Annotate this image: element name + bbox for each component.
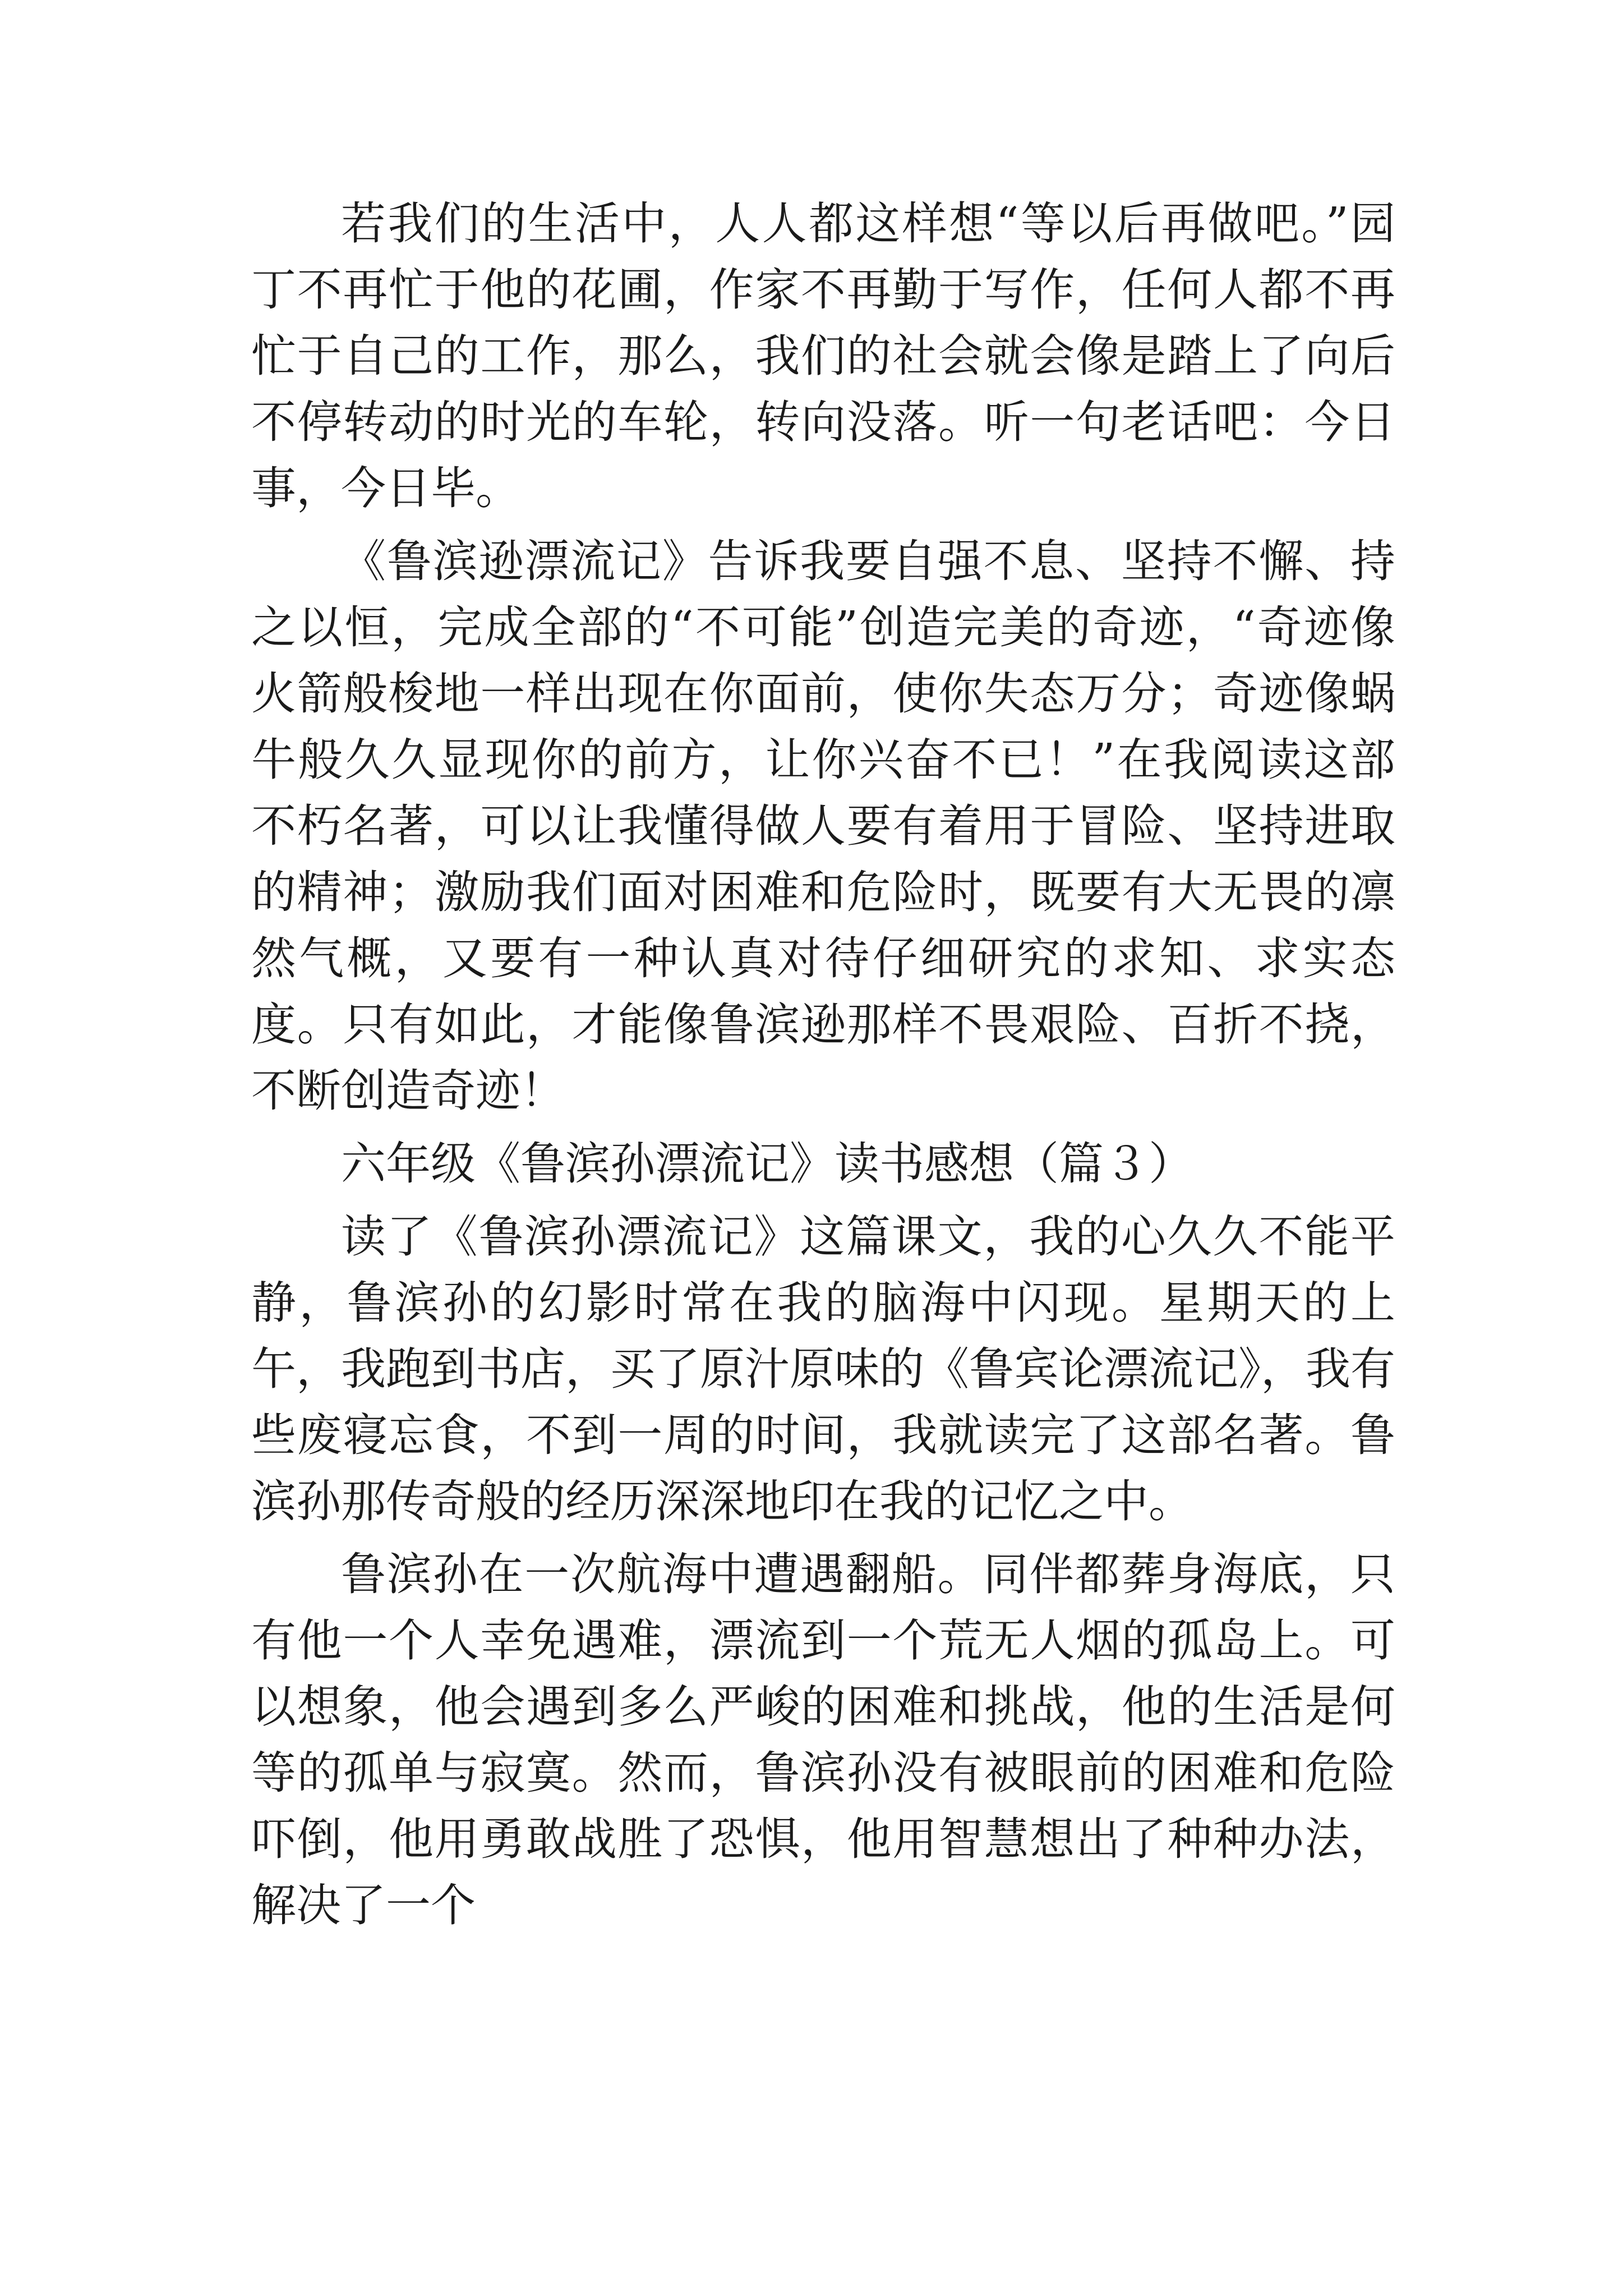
document-body	[251, 191, 1395, 1945]
paragraph-1: 若我们的生活中，人人都这样想“等以后再做吧。”园丁不再忙于他的花圃，作家不再勤于写作，任何人都不再忙于自己的工作，那么，我们的社会就会像是踏上了向后不停转动的时光的车轮，转向没落。听一句老话吧：今日事，今日毕。	[251, 197, 1395, 514]
section-heading: 六年级《鲁滨孙漂流记》读书感想（篇３）	[341, 1138, 1193, 1190]
paragraph-3: 读了《鲁滨孙漂流记》这篇课文，我的心久久不能平静，鲁滨孙的幻影时常在我的脑海中闪现。星期天的上午，我跑到书店，买了原汁原味的《鲁宾论漂流记》，我有些废寝忘食，不到一周的时间，我就读完了这部名著。鲁滨孙那传奇般的经历深深地印在我的记忆之中。	[251, 1211, 1395, 1527]
paragraph-4: 鲁滨孙在一次航海中遭遇翻船。同伴都葬身海底，只有他一个人幸免遇难，漂流到一个荒无人烟的孤岛上。可以想象，他会遇到多么严峻的困难和挑战，他的生活是何等的孤单与寂寞。然而，鲁滨孙没有被眼前的困难和危险吓倒，他用勇敢战胜了恐惧，他用智慧想出了种种办法，解决了一个	[251, 1548, 1395, 1931]
paragraph-2: 《鲁滨逊漂流记》告诉我要自强不息、坚持不懈、持之以恒，完成全部的“不可能”创造完美的奇迹，“奇迹像火箭般梭地一样出现在你面前，使你失态万分；奇迹像蜗牛般久久显现你的前方，让你兴奋不已！”在我阅读这部不朽名著，可以让我懂得做人要有着用于冒险、坚持进取的精神；激励我们面对困难和危险时，既要有大无畏的凛然气概，又要有一种认真对待仔细研究的求知、求实态度。只有如此，才能像鲁滨逊那样不畏艰险、百折不挠，不断创造奇迹！	[251, 535, 1395, 1117]
